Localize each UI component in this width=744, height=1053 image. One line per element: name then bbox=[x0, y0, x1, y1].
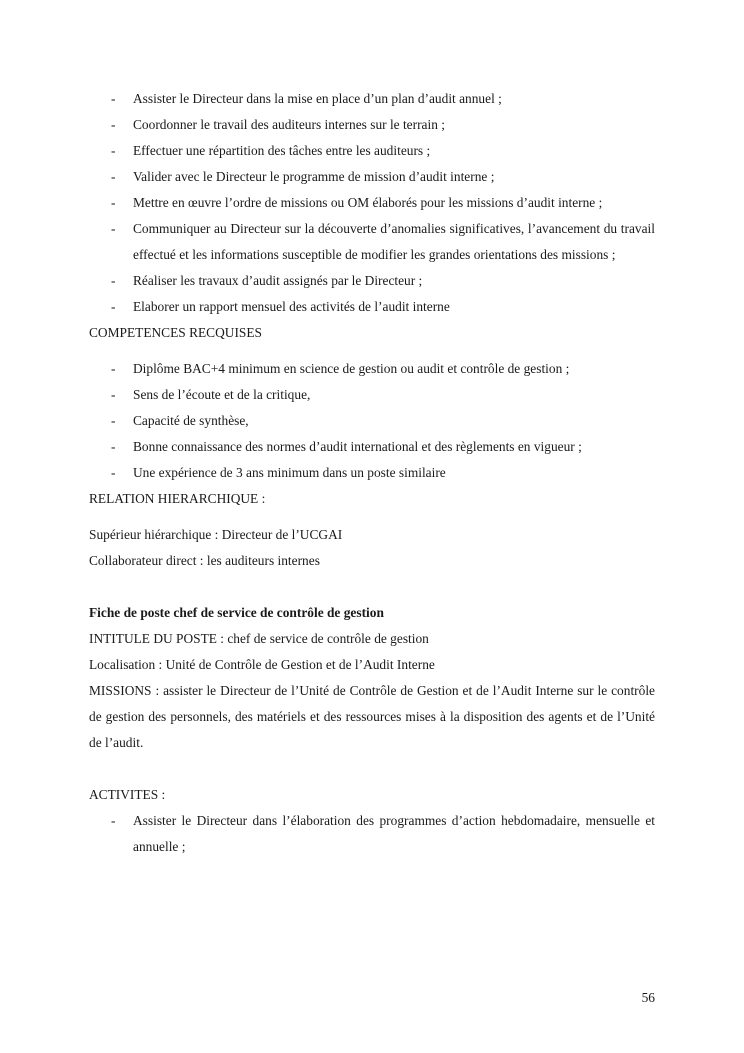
list-item: - Assister le Directeur dans la mise en place d’un plan d’audit annuel ; bbox=[89, 86, 655, 112]
list-item: - Assister le Directeur dans l’élaboration des programmes d’action hebdomadaire, mensuelle et annuelle ; bbox=[89, 808, 655, 860]
list-item: - Sens de l’écoute et de la critique, bbox=[89, 382, 655, 408]
missions-paragraph: MISSIONS : assister le Directeur de l’Unité de Contrôle de Gestion et de l’Audit Interne sur le contrôle de gestion des personnels, des matériels et des ressources mises à la disposition des agents et de l’Unité de l’audit. bbox=[89, 683, 655, 750]
list-item: - Coordonner le travail des auditeurs internes sur le terrain ; bbox=[89, 112, 655, 138]
relation-heading: RELATION HIERARCHIQUE : bbox=[89, 491, 266, 506]
superior-line: Supérieur hiérarchique : Directeur de l’UCGAI bbox=[89, 527, 343, 542]
list-item: - Mettre en œuvre l’ordre de missions ou OM élaborés pour les missions d’audit interne ; bbox=[89, 190, 655, 216]
document-page bbox=[89, 86, 655, 860]
list-item: - Diplôme BAC+4 minimum en science de gestion ou audit et contrôle de gestion ; bbox=[89, 356, 655, 382]
activites-heading: ACTIVITES : bbox=[89, 787, 166, 802]
intitule-line: INTITULE DU POSTE : chef de service de contrôle de gestion bbox=[89, 631, 429, 646]
competences-heading: COMPETENCES RECQUISES bbox=[89, 325, 262, 340]
activites-list bbox=[89, 808, 655, 860]
list-item: - Communiquer au Directeur sur la découverte d’anomalies significatives, l’avancement du travail effectué et les informations susceptible de modifier les grandes orientations des missions ; bbox=[89, 216, 655, 268]
list-item: - Valider avec le Directeur le programme de mission d’audit interne ; bbox=[89, 164, 655, 190]
page-number: 56 bbox=[641, 990, 655, 1005]
list-item: - Elaborer un rapport mensuel des activités de l’audit interne bbox=[89, 294, 655, 320]
list-item: - Capacité de synthèse, bbox=[89, 408, 655, 434]
list-item: - Bonne connaissance des normes d’audit international et des règlements en vigueur ; bbox=[89, 434, 655, 460]
competences-list bbox=[89, 356, 655, 486]
collaborator-line: Collaborateur direct : les auditeurs internes bbox=[89, 553, 320, 568]
localisation-line: Localisation : Unité de Contrôle de Gestion et de l’Audit Interne bbox=[89, 657, 435, 672]
duties-list bbox=[89, 86, 655, 320]
list-item: - Réaliser les travaux d’audit assignés par le Directeur ; bbox=[89, 268, 655, 294]
list-item: - Une expérience de 3 ans minimum dans un poste similaire bbox=[89, 460, 655, 486]
list-item: - Effectuer une répartition des tâches entre les auditeurs ; bbox=[89, 138, 655, 164]
fiche-title: Fiche de poste chef de service de contrôle de gestion bbox=[89, 605, 384, 620]
